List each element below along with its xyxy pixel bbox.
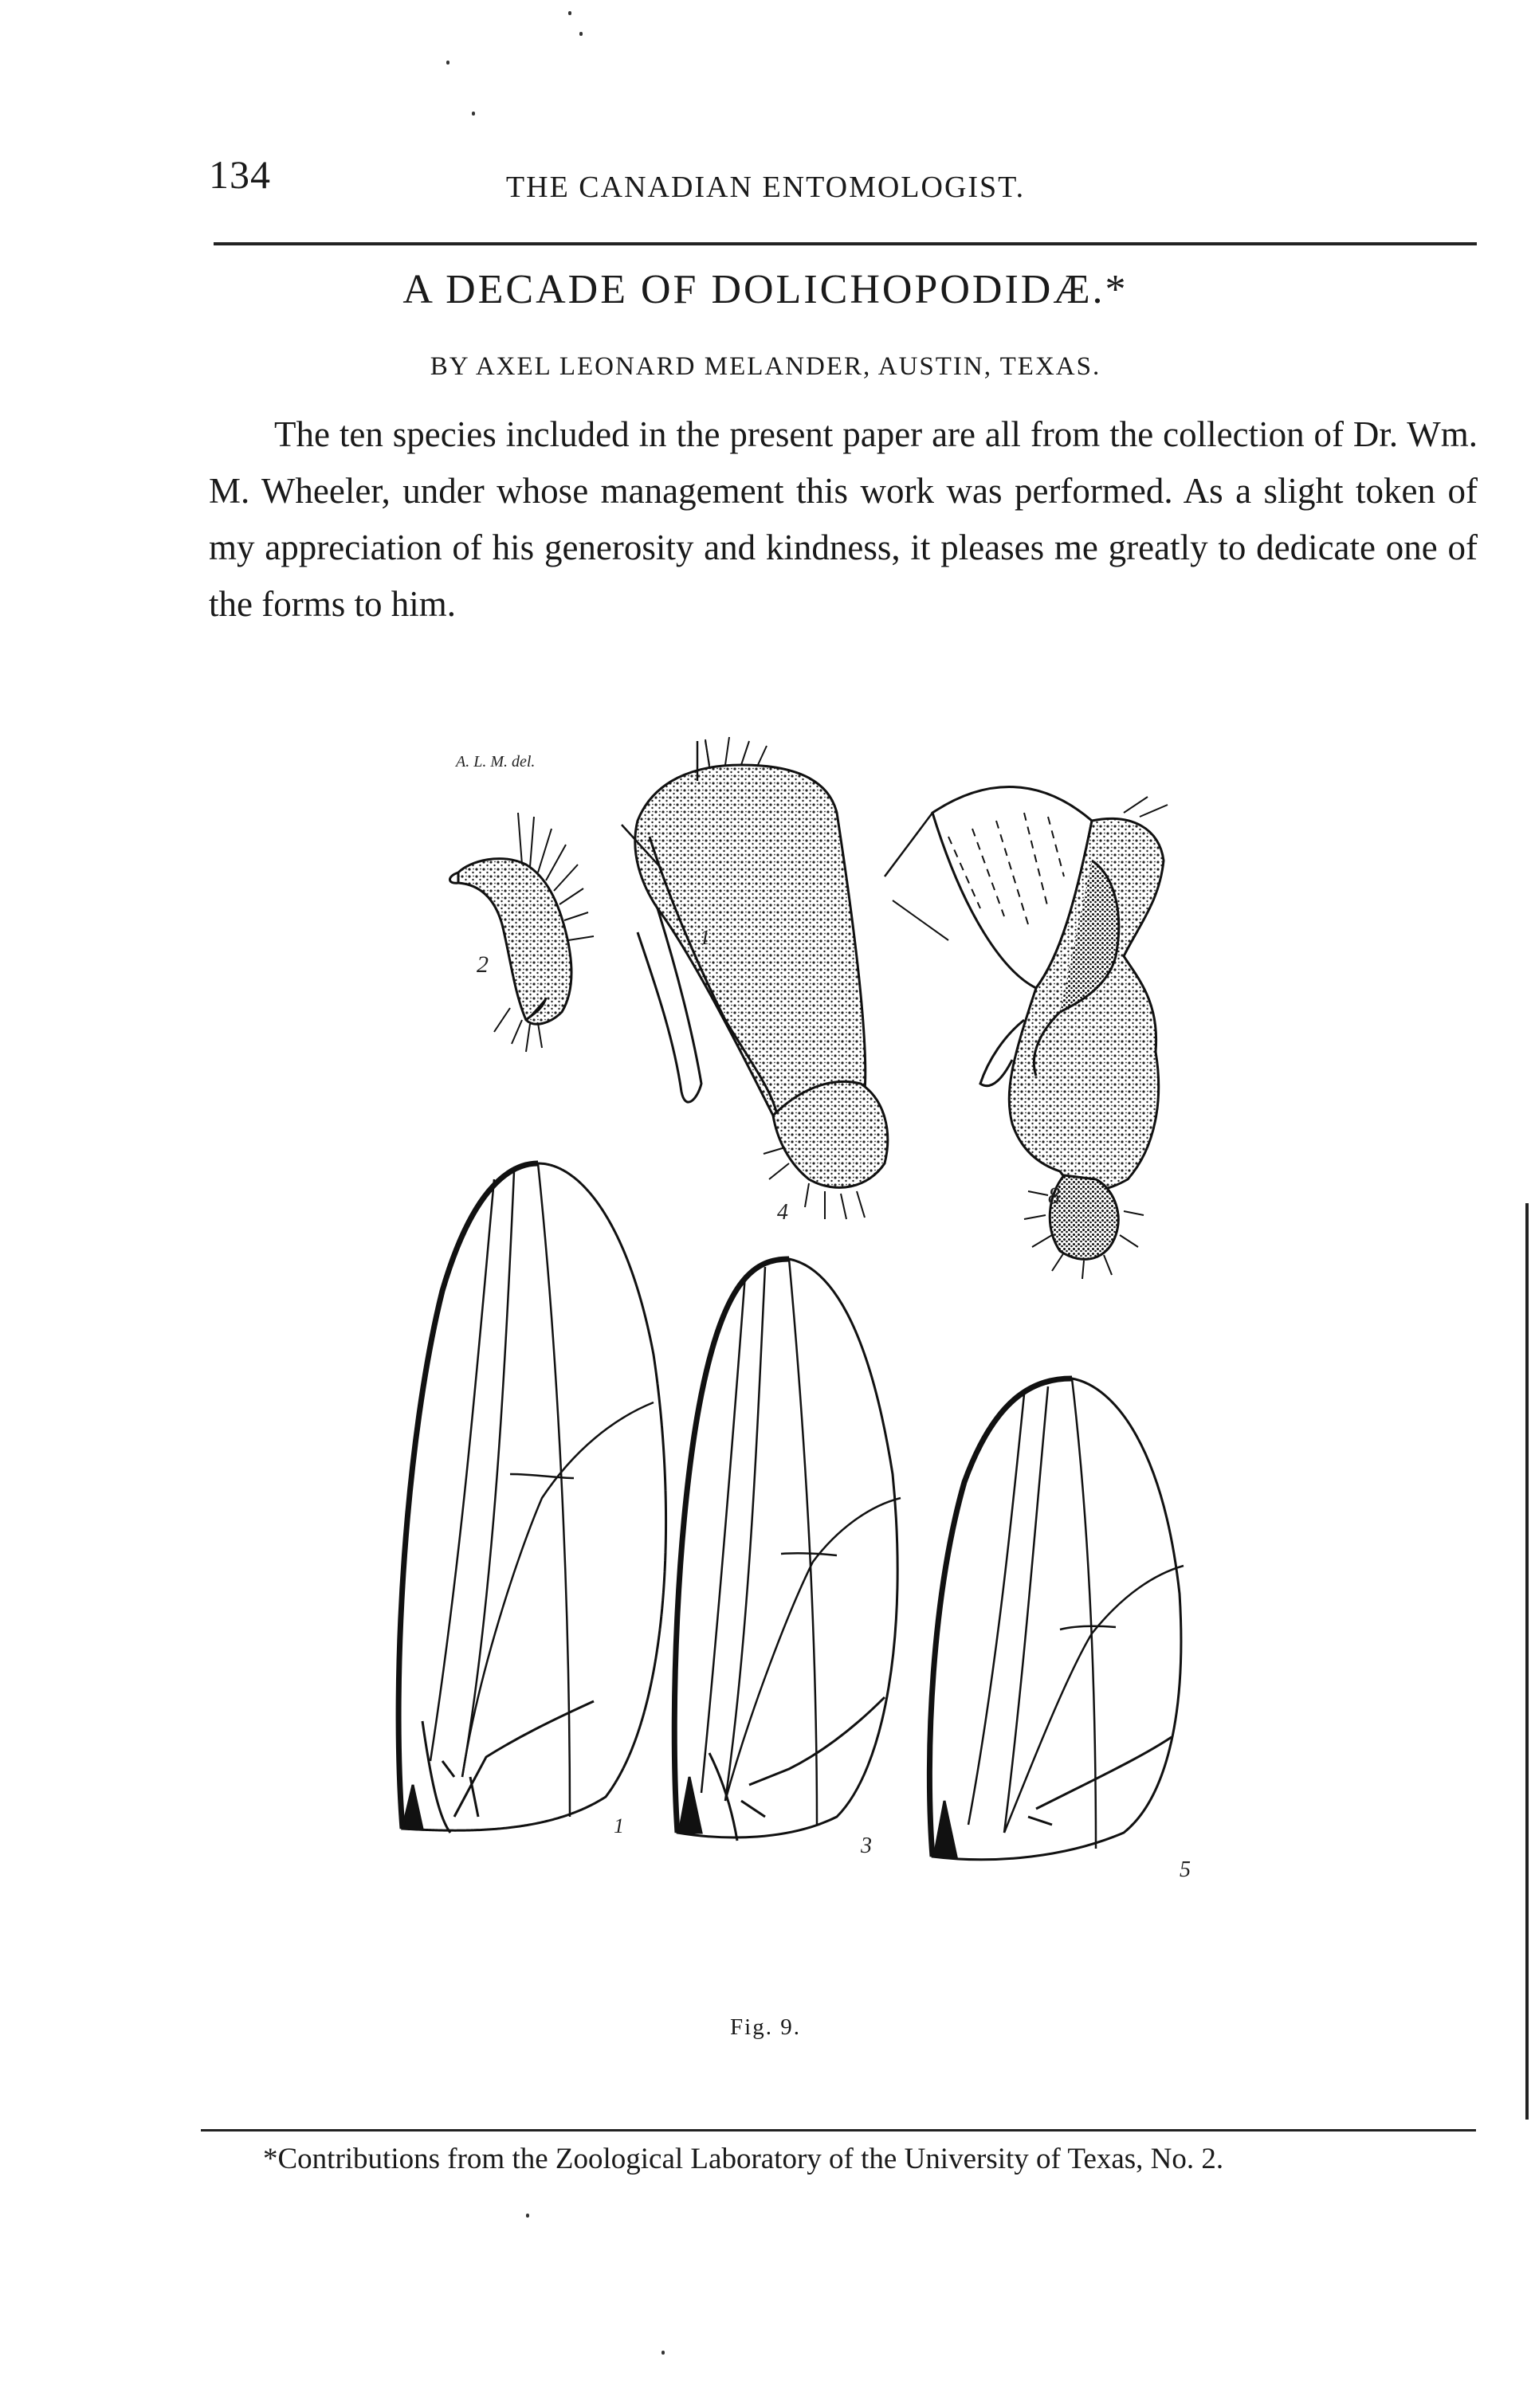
- figure-label-3: 3: [861, 1833, 872, 1858]
- figure-9-illustration: [375, 717, 1283, 2008]
- figure-label-4: 4: [777, 1200, 788, 1225]
- specimen-2-hypopygium: [449, 813, 594, 1052]
- running-head: THE CANADIAN ENTOMOLOGIST.: [505, 171, 1026, 204]
- scan-speck: [568, 11, 571, 15]
- scan-speck: [472, 112, 475, 116]
- scan-speck: [526, 2214, 529, 2218]
- footnote-rule: [201, 2129, 1476, 2132]
- figure-label-2: 2: [477, 951, 489, 978]
- figure-caption: Fig. 9.: [730, 2014, 801, 2040]
- article-title: A DECADE OF DOLICHOPODIDÆ.*: [402, 267, 1129, 312]
- figure-label-8: 8: [1048, 1182, 1060, 1209]
- article-byline: BY AXEL LEONARD MELANDER, AUSTIN, TEXAS.: [430, 352, 1101, 381]
- specimen-1-abdomen: [622, 737, 888, 1219]
- figure-label-1-wing: 1: [614, 1814, 624, 1837]
- scan-margin-edge: [1525, 1203, 1529, 2120]
- wing-5: [929, 1379, 1184, 1860]
- figure-label-1-body: 1: [700, 926, 710, 949]
- page-number: 134: [209, 152, 271, 197]
- wing-3: [674, 1259, 901, 1841]
- scan-speck: [661, 2351, 665, 2355]
- scan-speck: [579, 32, 583, 36]
- figure-label-5: 5: [1180, 1857, 1191, 1882]
- scan-speck: [446, 61, 449, 65]
- footnote: *Contributions from the Zoological Laboratory of the University of Texas, No. 2.: [263, 2143, 1224, 2175]
- wing-1: [398, 1163, 665, 1833]
- artist-signature: A. L. M. del.: [456, 753, 536, 771]
- header-rule: [214, 242, 1477, 245]
- specimen-8-thorax-abdomen: [885, 787, 1168, 1280]
- body-paragraph: The ten species included in the present paper are all from the collection of Dr. Wm. M. Wheeler, under whose management this work was performed. As a slight token of my appreciation of his generosity and kindness, it pleases me greatly to dedicate one of the forms to him.: [209, 414, 1478, 624]
